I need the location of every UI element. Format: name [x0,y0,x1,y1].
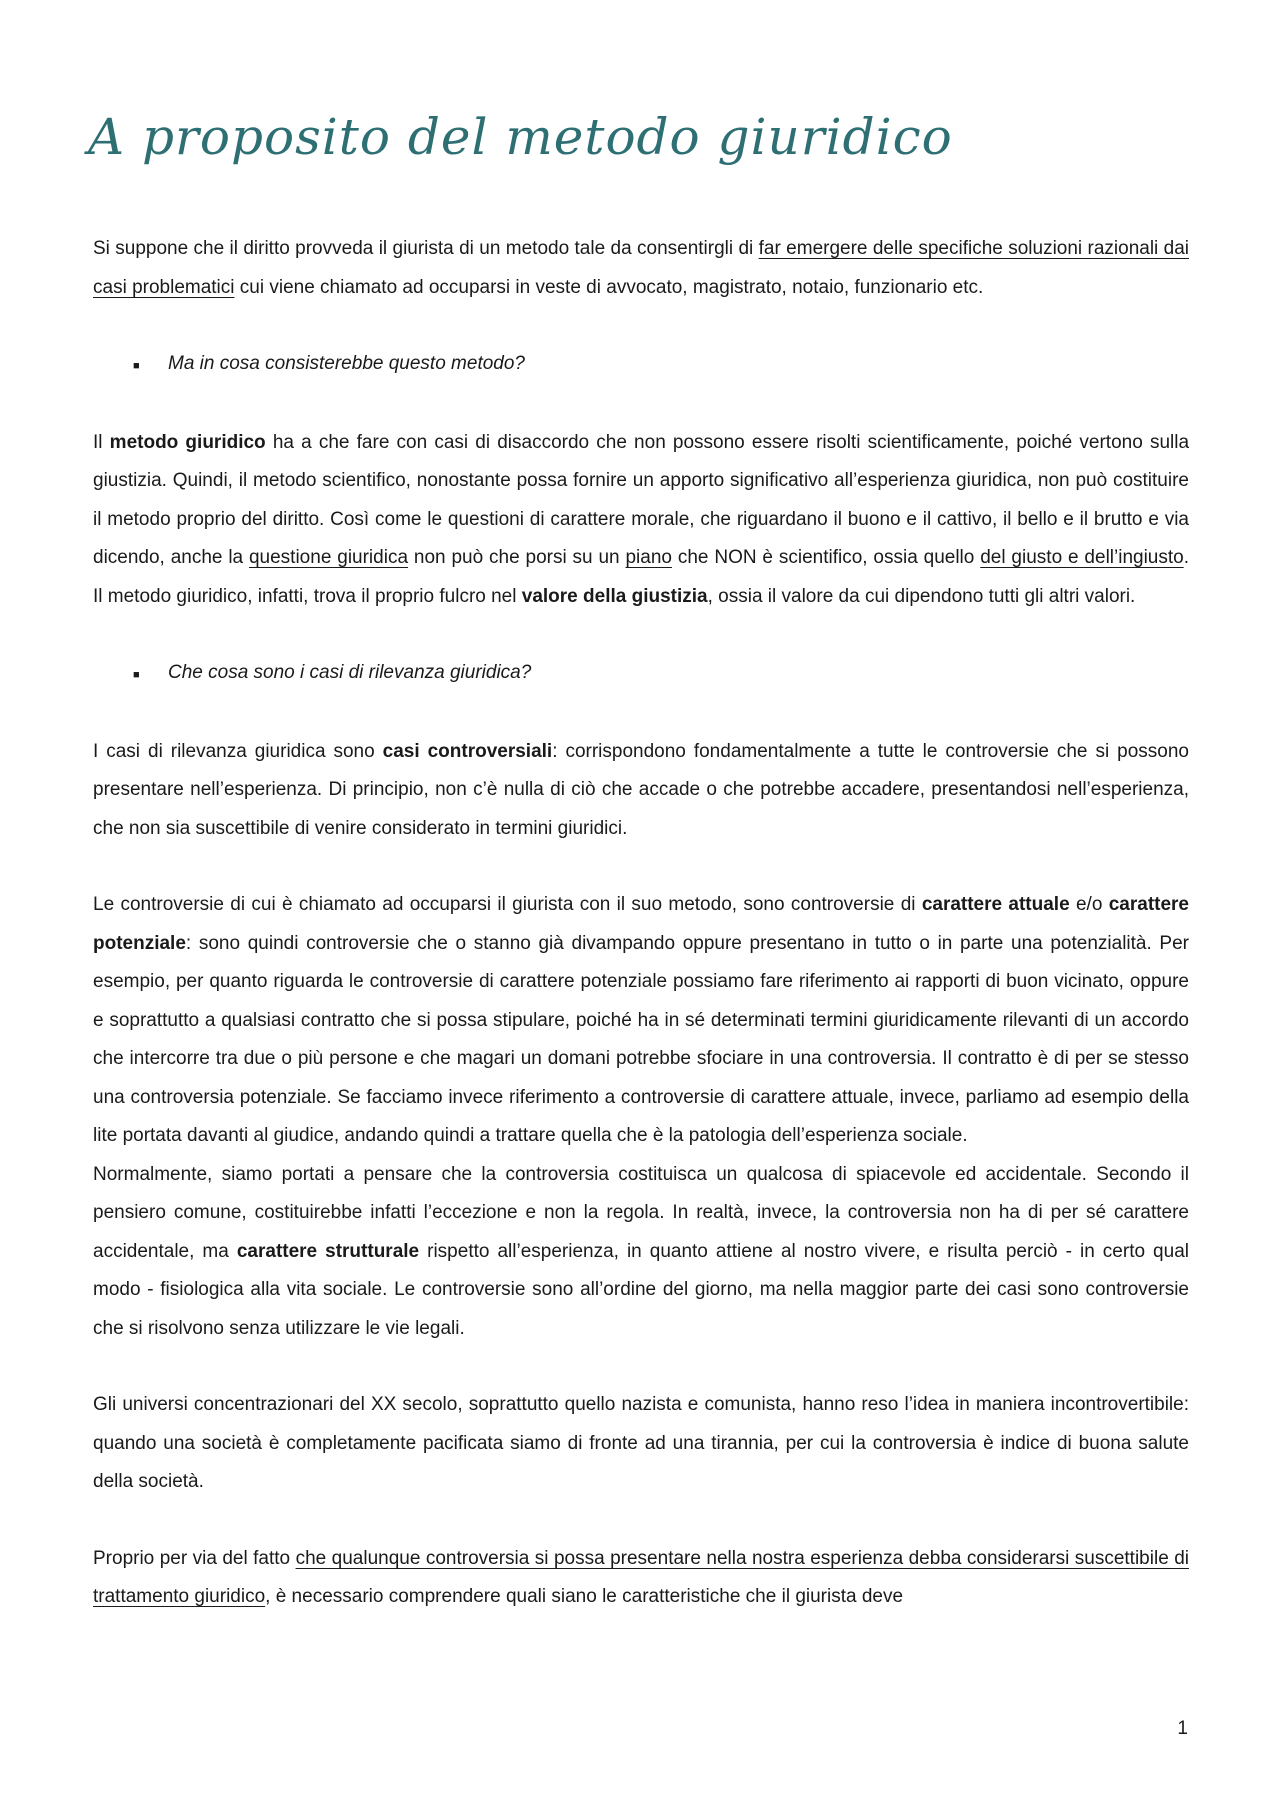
paragraph-3 [93,733,1189,849]
document-body [93,230,1189,1617]
text-run: che NON è scientifico, ossia quello [671,547,981,568]
bullet-square-icon: ■ [133,669,140,681]
bold-text: valore della giustizia [521,585,708,607]
text-run: e/o [1069,894,1109,915]
paragraph-7 [93,1540,1189,1617]
text-run: I casi di rilevanza giuridica sono [93,740,383,762]
bullet-text: Ma in cosa consisterebbe questo metodo? [168,353,525,374]
bullet-question-1 [93,345,1189,386]
bullet-question-2 [93,654,1189,695]
text-run: : corrispondono fondamentalmente a tutte le controversie che si possono presentare nell’esperienza. Di principio, non c’è nulla di ciò che accade o che potrebbe accadere, presentandosi nell’esperienza, che non sia suscettibile di venire considerato in termini giuridici. [93,740,1189,839]
paragraph-2 [93,424,1189,617]
underlined-text: piano [625,547,672,568]
text-run: : sono quindi controversie che o stanno già divampando oppure presentano in tutto o in parte una potenzialità. Per esempio, per quanto riguarda le controversie di carattere potenziale possiamo fare riferimento ai rapporti di buon vicinato, oppure e soprattutto a qualsiasi contratto che si possa stipulare, poiché ha in sé determinati termini giuridicamente rilevanti di un accordo che intercorre tra due o più persone e che magari un domani potrebbe sfociare in una controversia. Il contratto è di per se stesso una controversia potenziale. Se facciamo invece riferimento a controversie di carattere attuale, invece, parliamo ad esempio della lite portata davanti al giudice, andando quindi a trattare quella che è la patologia dell’esperienza sociale. [93,932,1189,1146]
paragraph-1 [93,230,1189,307]
page-number: 1 [1177,1718,1188,1739]
underlined-text: questione giuridica [248,547,409,568]
text-run: cui viene chiamato ad occuparsi in veste di avvocato, magistrato, notaio, funzionario etc. [234,276,984,298]
text-run: ha a che fare con casi di disaccordo che non possono essere risolti scientificamente, poiché vertono sulla giustizia. Quindi, il metodo scientifico, nonostante possa fornire un apporto significativo all’esperienza giuridica, non può costituire il metodo proprio del diritto. Così come le questioni di carattere morale, che riguardano il buono e il cattivo, il bello e il brutto e via dicendo, anche la [93,431,1190,568]
bullet-text: Che cosa sono i casi di rilevanza giuridica? [168,662,532,683]
text-run: Si suppone che il diritto provveda il giurista di un metodo tale da consentirgli di [93,238,759,259]
underlined-text: far emergere delle specifiche soluzioni razionali dai casi problematici [93,238,1190,298]
paragraph-4 [93,886,1189,1156]
underlined-text: che qualunque controversia si possa presentare nella nostra esperienza debba considerarsi suscettibile di trattamento giuridico [93,1547,1189,1607]
bold-text: carattere potenziale [93,894,1189,954]
underlined-text: del giusto e dell’ingiusto [980,547,1184,568]
paragraph-5 [93,1156,1189,1349]
text-run: Proprio per via del fatto [93,1547,296,1569]
page-title: A proposito del metodo giuridico [88,108,953,166]
bullet-square-icon: ■ [133,360,140,372]
text-run: Normalmente, siamo portati a pensare che la controversia costituisca un qualcosa di spiacevole ed accidentale. Secondo il pensiero comune, costituirebbe infatti l’eccezione e non la regola. In realtà, invece, la controversia non ha di per sé carattere accidentale, ma [93,1163,1189,1262]
text-run: rispetto all’esperienza, in quanto attiene al nostro vivere, e risulta perciò - in certo qual modo - fisiologica alla vita sociale. Le controversie sono all’ordine del giorno, ma nella maggior parte dei casi sono controversie che si risolvono senza utilizzare le vie legali. [93,1240,1189,1339]
text-run: Il [93,431,110,453]
bold-text: casi controversiali [382,740,553,762]
bold-text: metodo giuridico [109,431,266,453]
bold-text: carattere strutturale [236,1240,420,1262]
text-run: non può che porsi su un [408,547,626,568]
text-run: Le controversie di cui è chiamato ad occuparsi il giurista con il suo metodo, sono controversie di [93,894,922,915]
bold-text: carattere attuale [921,894,1070,915]
text-run: , ossia il valore da cui dipendono tutti gli altri valori. [707,585,1136,607]
paragraph-6: Gli universi concentrazionari del XX secolo, soprattutto quello nazista e comunista, hanno reso l’idea in maniera incontrovertibile: quando una società è completamente pacificata siamo di fronte ad una tirannia, per cui la controversia è indice di buona salute della società. [93,1394,1189,1492]
text-run: . Il metodo giuridico, infatti, trova il proprio fulcro nel [93,547,1189,607]
text-run: , è necessario comprendere quali siano le caratteristiche che il giurista deve [265,1586,904,1607]
